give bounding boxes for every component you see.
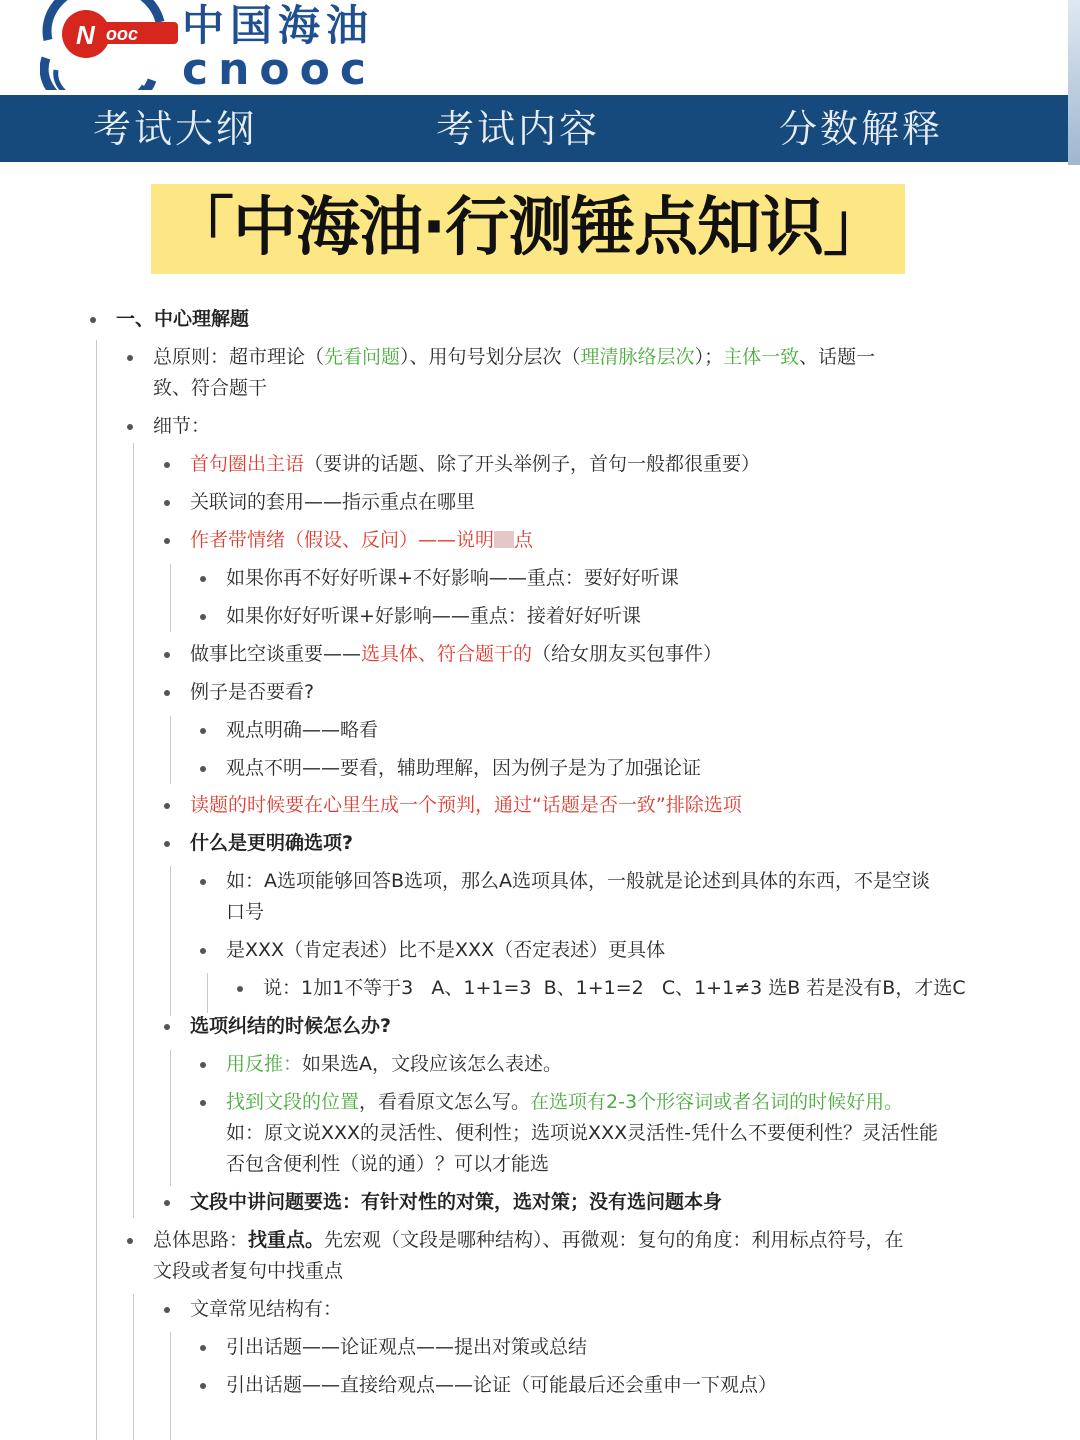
indent-guide-l4 xyxy=(207,973,208,1013)
list-item-structure-2: 引出话题——直接给观点——论证（可能最后还会重申一下观点） xyxy=(226,1370,777,1401)
cnooc-logo-icon xyxy=(40,0,180,90)
list-item-structures: 文章常见结构有： xyxy=(190,1294,342,1325)
list-item-detail-7-1: 如：A选项能够回答B选项，那么A选项具体，一般就是论述到具体的东西，不是空谈 口号 xyxy=(226,866,1016,928)
tab-score-explanation[interactable]: 分数解释 xyxy=(779,107,944,151)
list-item-structure-1: 引出话题——论证观点——提出对策或总结 xyxy=(226,1332,587,1363)
page-title: 「中海油·行测锤点知识」 xyxy=(169,191,887,265)
indent-guide-l1 xyxy=(96,340,97,1440)
list-item-detail-3-2: 如果你好好听课+好影响——重点：接着好好听课 xyxy=(226,601,641,632)
list-item-detail-8-1: 用反推：如果选A，文段应该怎么表述。 xyxy=(226,1049,562,1080)
list-item-overall-approach: 总体思路：找重点。先宏观（文段是哪种结构）、再微观：复句的角度：利用标点符号，在 文段或者复句中找重点 xyxy=(153,1225,993,1287)
svg-text:ooc: ooc xyxy=(106,24,139,44)
indent-guide-l3c xyxy=(170,866,171,1016)
logo-chinese-name: 中国海油 xyxy=(182,1,375,50)
section-heading: 一、中心理解题 xyxy=(116,304,249,335)
list-item-detail-9: 文段中讲问题要选：有针对性的对策，选对策；没有选问题本身 xyxy=(190,1187,722,1218)
list-item-detail-8-2: 找到文段的位置，看看原文怎么写。在选项有2-3个形容词或者名词的时候好用。 如：原文说XXX的灵活性、便利性；选项说XXX灵活性-凭什么不要便利性？灵活性能 否包含便利性（说的通）？可以才能选 xyxy=(226,1087,1016,1180)
indent-guide-l3d xyxy=(170,1050,171,1186)
list-item-detail-5-2: 观点不明——要看，辅助理解，因为例子是为了加强论证 xyxy=(226,753,701,784)
indent-guide-l3b xyxy=(170,716,171,784)
list-item-detail-1: 首句圈出主语（要讲的话题、除了开头举例子，首句一般都很重要） xyxy=(190,449,760,480)
list-item-detail-3-1: 如果你再不好好听课+不好影响——重点：要好好听课 xyxy=(226,563,679,594)
list-item-principle: 总原则：超市理论（先看问题）、用句号划分层次（理清脉络层次）；主体一致、话题一 致、符合题干 xyxy=(153,342,983,404)
title-highlight xyxy=(151,184,905,274)
list-item-detail-5: 例子是否要看? xyxy=(190,677,314,708)
list-item-detail-5-1: 观点明确——略看 xyxy=(226,715,378,746)
indent-guide-l3a xyxy=(170,564,171,632)
tab-exam-content[interactable]: 考试内容 xyxy=(436,107,601,151)
list-item-detail-7: 什么是更明确选项? xyxy=(190,828,353,859)
edge-photo-strip xyxy=(1068,0,1080,165)
indent-guide-l2b xyxy=(133,1294,134,1440)
list-item-detail-7-2: 是XXX（肯定表述）比不是XXX（否定表述）更具体 xyxy=(226,935,665,966)
nav-bar xyxy=(0,95,1068,162)
list-item-detail-6: 读题的时候要在心里生成一个预判，通过“话题是否一致”排除选项 xyxy=(190,790,742,821)
indent-guide-l3e xyxy=(170,1332,171,1440)
list-item-detail-7-2-1: 说：1加1不等于3 A、1+1=3 B、1+1=2 C、1+1≠3 选B 若是没有B，才选C xyxy=(263,973,966,1004)
header xyxy=(0,0,1080,95)
list-item-detail-8: 选项纠结的时候怎么办? xyxy=(190,1011,391,1042)
list-item-detail-2: 关联词的套用——指示重点在哪里 xyxy=(190,487,475,518)
tab-exam-outline[interactable]: 考试大纲 xyxy=(93,107,258,151)
list-item-details: 细节： xyxy=(153,411,210,442)
svg-text:N: N xyxy=(76,20,95,50)
logo-english-name: cnooc xyxy=(182,44,376,95)
redacted-mark xyxy=(494,531,514,548)
indent-guide-l2 xyxy=(133,443,134,1218)
list-item-detail-4: 做事比空谈重要——选具体、符合题干的（给女朋友买包事件） xyxy=(190,639,722,670)
list-item-detail-3: 作者带情绪（假设、反问）——说明 点 xyxy=(190,525,533,556)
logo-wordmark xyxy=(182,1,376,95)
